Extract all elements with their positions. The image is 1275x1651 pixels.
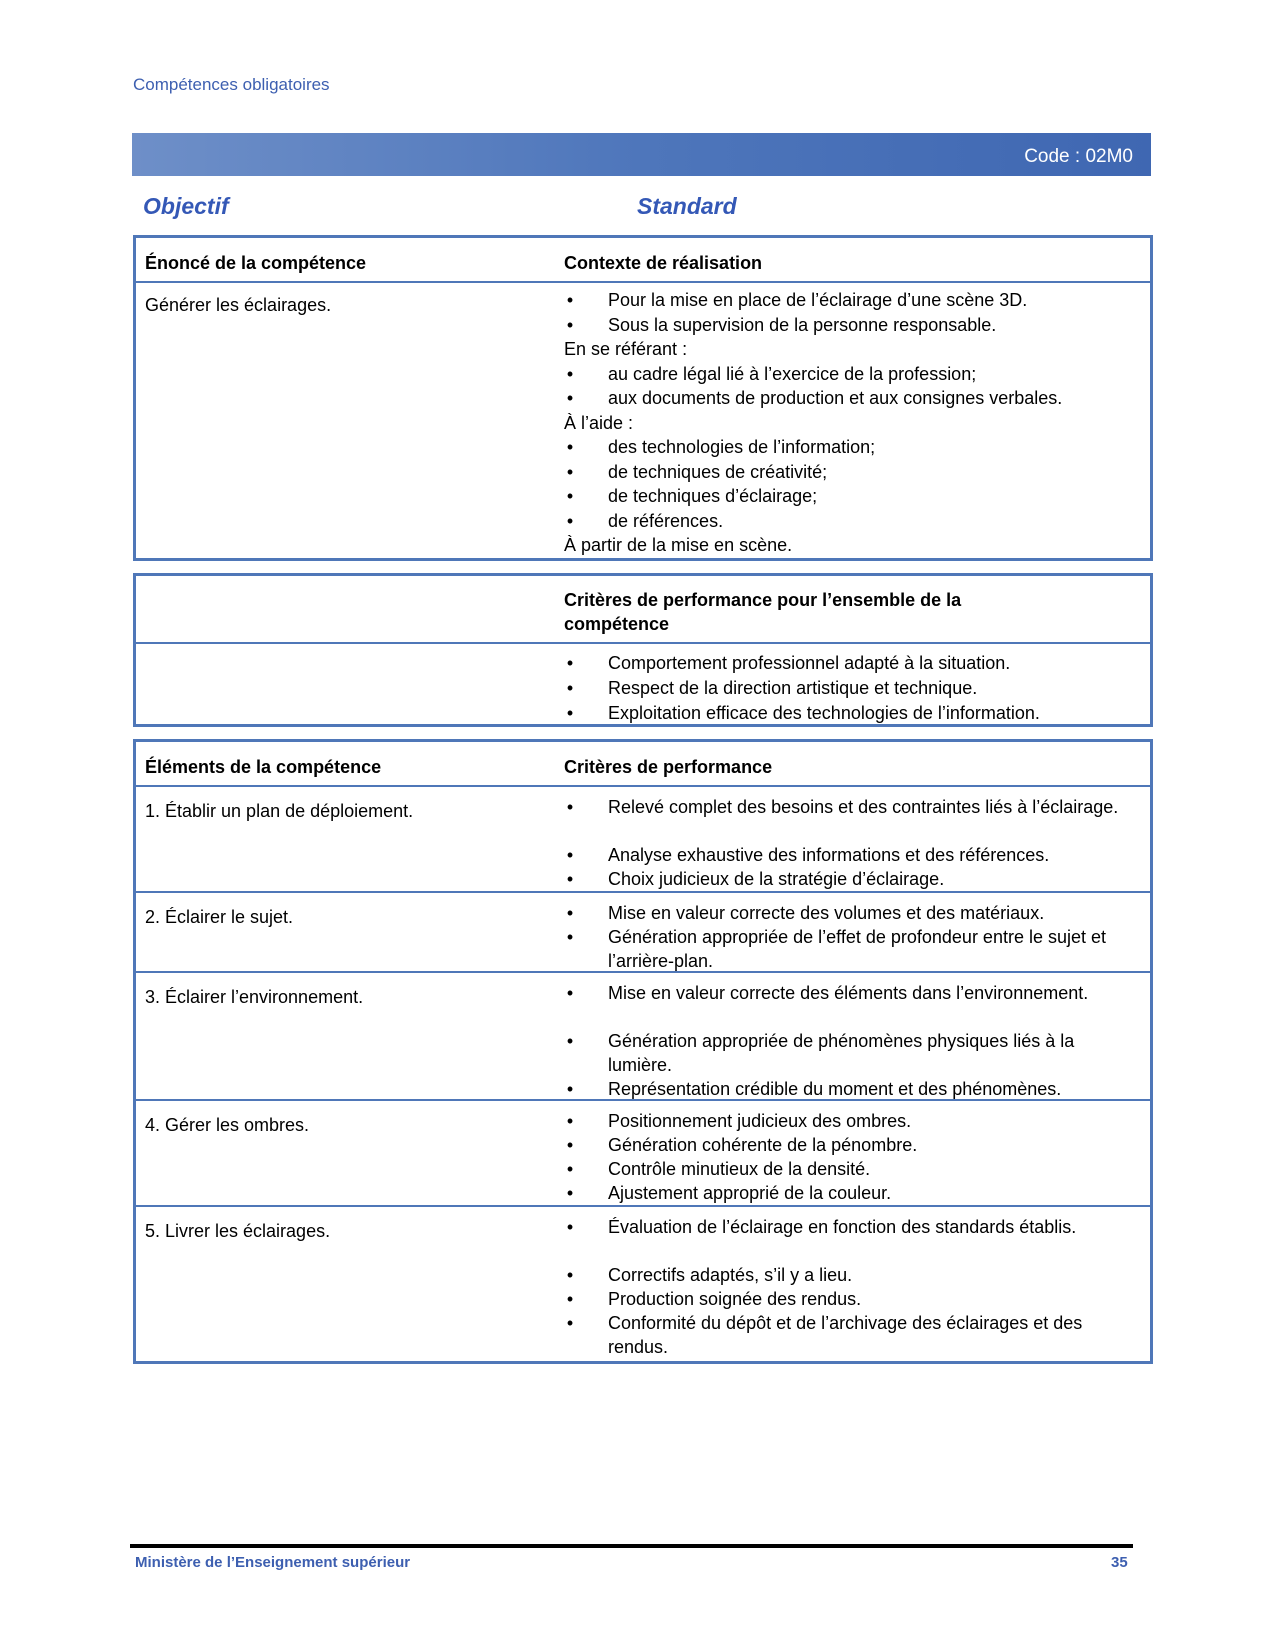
bullet-text: Génération cohérente de la pénombre.	[608, 1135, 918, 1155]
bullet-item	[564, 313, 1128, 337]
bullet-text: de références.	[608, 510, 724, 531]
bullet-item	[564, 1287, 1128, 1311]
bullet-item	[564, 925, 1128, 973]
bullet-icon: •	[566, 1159, 574, 1179]
bullet-item	[564, 651, 1128, 675]
bullet-icon: •	[566, 653, 574, 673]
bullet-text: Choix judicieux de la stratégie d’éclairage.	[608, 869, 945, 889]
bullet-text: Génération appropriée de l’effet de profondeur entre le sujet et l’arrière-plan.	[608, 927, 1107, 971]
bullet-icon: •	[566, 903, 574, 923]
bullet-text: Respect de la direction artistique et technique.	[608, 678, 978, 698]
bullet-icon: •	[566, 1217, 574, 1237]
table-row	[136, 1205, 1150, 1363]
bullet-text: des technologies de l’information;	[608, 437, 876, 457]
code-bar	[132, 133, 1151, 176]
table-row	[136, 785, 1150, 893]
bullet-item	[564, 901, 1128, 925]
bullet-text: Exploitation efficace des technologies de l’information.	[608, 703, 1040, 723]
bullet-text: Relevé complet des besoins et des contraintes liés à l’éclairage.	[608, 797, 1119, 817]
standard-label: Standard	[637, 193, 737, 219]
bullet-text: aux documents de production et aux consignes verbales.	[608, 388, 1063, 408]
bullet-icon: •	[566, 1289, 574, 1309]
footer-ministry: Ministère de l’Enseignement supérieur	[135, 1554, 411, 1571]
element-label: 1. Établir un plan de déploiement.	[145, 801, 414, 821]
criteria-header: Critères de performance	[564, 757, 773, 777]
global-criteria-header: Critères de performance pour l’ensemble de la compétence	[564, 590, 962, 634]
bullet-icon: •	[566, 461, 574, 482]
bullet-item	[564, 386, 1128, 410]
footer-rule	[130, 1544, 1133, 1548]
bullet-text: Conformité du dépôt et de l’archivage des éclairages et des rendus.	[608, 1313, 1083, 1357]
context-text: En se référant :	[564, 339, 688, 359]
bullet-item	[564, 676, 1128, 700]
objective-label: Objectif	[143, 193, 229, 219]
bullet-text: Contrôle minutieux de la densité.	[608, 1159, 871, 1179]
element-label: 4. Gérer les ombres.	[145, 1115, 310, 1135]
elements-header: Éléments de la compétence	[145, 757, 382, 777]
bullet-item	[564, 288, 1128, 312]
bullet-icon: •	[566, 363, 574, 384]
page-header-title: Compétences obligatoires	[133, 75, 330, 94]
bullet-item	[564, 981, 1128, 1005]
competency-statement: Générer les éclairages.	[145, 295, 332, 315]
bullet-icon: •	[566, 314, 574, 335]
bullet-text: Évaluation de l’éclairage en fonction des standards établis.	[608, 1217, 1077, 1237]
context-text: À partir de la mise en scène.	[564, 535, 793, 555]
bullet-text: Sous la supervision de la personne responsable.	[608, 314, 997, 335]
bullet-item	[564, 1311, 1128, 1359]
bullet-text: Production soignée des rendus.	[608, 1289, 862, 1309]
page-number: 35	[1111, 1554, 1128, 1571]
statement-box	[133, 235, 1153, 561]
bullet-text: Ajustement approprié de la couleur.	[608, 1183, 892, 1203]
bullet-icon: •	[566, 797, 574, 817]
element-label: 5. Livrer les éclairages.	[145, 1221, 331, 1241]
bullet-text: Représentation crédible du moment et des phénomènes.	[608, 1079, 1062, 1099]
table-row	[136, 891, 1150, 973]
bullet-text: Analyse exhaustive des informations et des références.	[608, 845, 1050, 865]
bullet-icon: •	[566, 1265, 574, 1285]
bullet-text: Correctifs adaptés, s’il y a lieu.	[608, 1265, 853, 1285]
bullet-text: Mise en valeur correcte des volumes et des matériaux.	[608, 903, 1045, 923]
bullet-text: Pour la mise en place de l’éclairage d’une scène 3D.	[608, 290, 1028, 310]
bullet-icon: •	[566, 869, 574, 889]
divider	[136, 642, 1150, 644]
element-label: 2. Éclairer le sujet.	[145, 907, 294, 927]
bullet-item	[564, 1133, 1128, 1157]
bullet-icon: •	[566, 510, 574, 531]
bullet-icon: •	[566, 1111, 574, 1131]
bullet-text: Génération appropriée de phénomènes physiques liés à la lumière.	[608, 1031, 1075, 1075]
bullet-item	[564, 795, 1128, 819]
bullet-text: Positionnement judicieux des ombres.	[608, 1111, 912, 1131]
bullet-text: de techniques de créativité;	[608, 461, 828, 482]
bullet-item	[564, 843, 1128, 867]
elements-box	[133, 739, 1153, 1364]
statement-header: Énoncé de la compétence	[145, 253, 367, 273]
bullet-item	[564, 1109, 1128, 1133]
bullet-icon: •	[566, 437, 574, 457]
bullet-icon: •	[566, 1079, 574, 1099]
bullet-text: au cadre légal lié à l’exercice de la profession;	[608, 363, 977, 384]
bullet-icon: •	[566, 845, 574, 865]
bullet-item	[564, 1029, 1128, 1077]
bullet-icon: •	[566, 1135, 574, 1155]
bullet-text: Comportement professionnel adapté à la situation.	[608, 653, 1011, 673]
bullet-icon: •	[566, 678, 574, 698]
bullet-item	[564, 1157, 1128, 1181]
bullet-item	[564, 460, 1128, 484]
bullet-icon: •	[566, 1031, 574, 1051]
bullet-text: Mise en valeur correcte des éléments dans l’environnement.	[608, 983, 1089, 1003]
bullet-icon: •	[566, 1313, 574, 1333]
divider	[136, 281, 1150, 283]
bullet-icon: •	[566, 388, 574, 408]
context-text: À l’aide :	[564, 412, 634, 433]
bullet-icon: •	[566, 1183, 574, 1203]
bullet-icon: •	[566, 290, 574, 310]
bullet-item	[564, 435, 1128, 459]
bullet-icon: •	[566, 703, 574, 723]
table-row	[136, 1099, 1150, 1207]
context-header: Contexte de réalisation	[564, 253, 763, 273]
competency-code: Code : 02M0	[1024, 146, 1133, 167]
bullet-text: de techniques d’éclairage;	[608, 486, 818, 506]
bullet-item	[564, 1181, 1128, 1205]
global-criteria-box	[133, 573, 1153, 727]
bullet-icon: •	[566, 983, 574, 1003]
bullet-item	[564, 362, 1128, 386]
bullet-item	[564, 867, 1128, 891]
bullet-item	[564, 701, 1128, 725]
bullet-item	[564, 1263, 1128, 1287]
bullet-item	[564, 484, 1128, 508]
bullet-item	[564, 509, 1128, 533]
bullet-item	[564, 1077, 1128, 1101]
bullet-icon: •	[566, 927, 574, 947]
table-row	[136, 971, 1150, 1101]
bullet-icon: •	[566, 486, 574, 506]
bullet-item	[564, 1215, 1128, 1239]
element-label: 3. Éclairer l’environnement.	[145, 987, 364, 1007]
